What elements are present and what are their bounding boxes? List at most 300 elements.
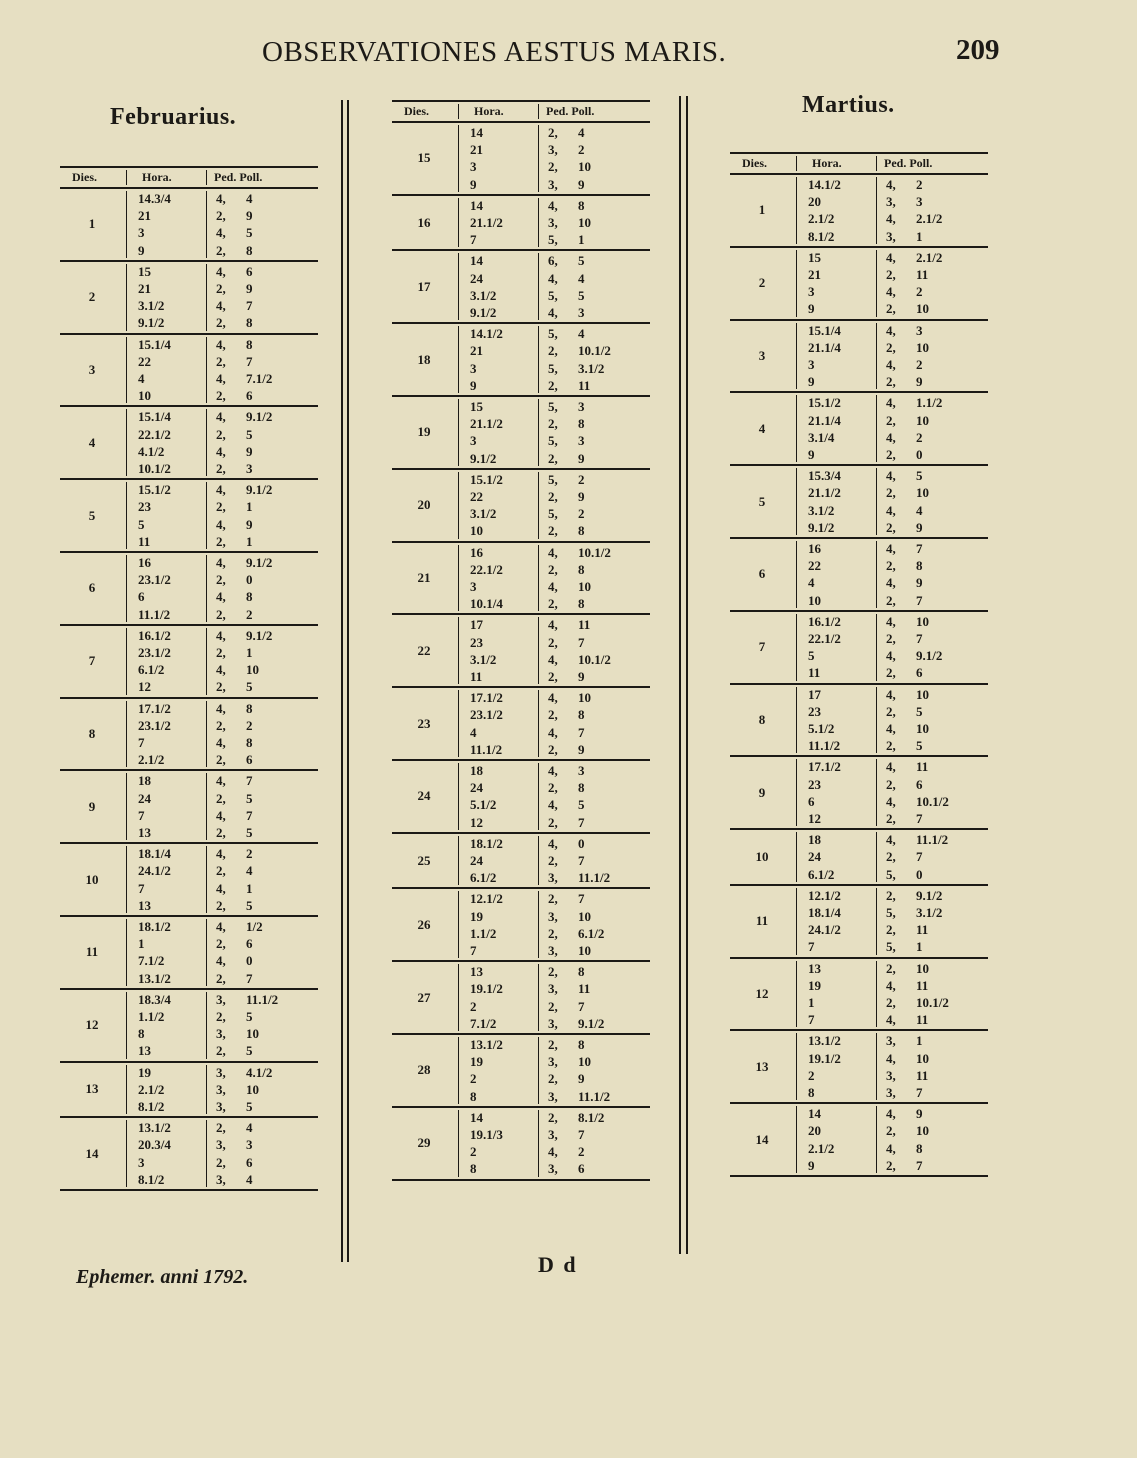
table-row bbox=[730, 922, 988, 939]
poll-cell: 3 bbox=[916, 194, 923, 210]
poll-cell: 10 bbox=[246, 1026, 259, 1042]
poll-cell: 6 bbox=[246, 263, 253, 279]
header-divider bbox=[876, 156, 877, 171]
hora-cell: 12 bbox=[138, 679, 151, 695]
table-row bbox=[392, 232, 650, 249]
hora-cell: 13.1/2 bbox=[138, 970, 171, 986]
hora-cell: 12.1/2 bbox=[808, 887, 841, 903]
table-row bbox=[730, 395, 988, 412]
hora-cell: 1.1/2 bbox=[470, 925, 497, 941]
ped-cell: 2, bbox=[216, 1043, 226, 1059]
table-row bbox=[60, 679, 318, 696]
day-group bbox=[730, 248, 988, 321]
table-row bbox=[60, 589, 318, 606]
ped-cell: 5, bbox=[548, 326, 558, 342]
ped-cell: 2, bbox=[886, 412, 896, 428]
hora-cell: 3 bbox=[470, 360, 477, 376]
header-hora: Hora. bbox=[812, 156, 842, 170]
hora-cell: 20.3/4 bbox=[138, 1137, 171, 1153]
day-group bbox=[60, 917, 318, 990]
ped-cell: 2, bbox=[886, 994, 896, 1010]
table-row bbox=[730, 194, 988, 211]
table-row bbox=[730, 284, 988, 301]
poll-cell: 9 bbox=[578, 668, 585, 684]
day-group bbox=[392, 962, 650, 1035]
poll-cell: 9.1/2 bbox=[916, 648, 943, 664]
ped-cell: 3, bbox=[548, 870, 558, 886]
ped-cell: 5, bbox=[886, 904, 896, 920]
ped-cell: 4, bbox=[886, 759, 896, 775]
ped-cell: 4, bbox=[548, 197, 558, 213]
day-group bbox=[60, 844, 318, 917]
poll-cell: 10.1/2 bbox=[578, 651, 611, 667]
poll-cell: 11 bbox=[578, 617, 591, 633]
table-row bbox=[60, 264, 318, 281]
day-group bbox=[730, 539, 988, 612]
ped-cell: 2, bbox=[216, 936, 226, 952]
hora-cell: 16 bbox=[138, 554, 151, 570]
poll-cell: 6 bbox=[246, 936, 253, 952]
ped-cell: 4, bbox=[216, 807, 226, 823]
poll-cell: 10 bbox=[578, 214, 591, 230]
ped-cell: 4, bbox=[548, 690, 558, 706]
table-row bbox=[392, 1016, 650, 1033]
ped-cell: 2, bbox=[548, 1036, 558, 1052]
day-number: 22 bbox=[417, 642, 431, 658]
ped-cell: 4, bbox=[548, 651, 558, 667]
hora-cell: 7 bbox=[470, 232, 477, 248]
poll-cell: 9 bbox=[578, 488, 585, 504]
day-group bbox=[392, 761, 650, 834]
table-row bbox=[60, 191, 318, 208]
header-divider bbox=[126, 170, 127, 185]
poll-cell: 8 bbox=[578, 561, 585, 577]
table-row bbox=[60, 808, 318, 825]
table-row bbox=[392, 943, 650, 960]
hora-cell: 12.1/2 bbox=[470, 891, 503, 907]
hora-cell: 22 bbox=[470, 488, 483, 504]
ped-cell: 4, bbox=[886, 540, 896, 556]
ped-cell: 2, bbox=[548, 523, 558, 539]
poll-cell: 9 bbox=[246, 516, 253, 532]
table-row bbox=[392, 215, 650, 232]
poll-cell: 2 bbox=[916, 429, 923, 445]
ped-cell: 2, bbox=[548, 416, 558, 432]
hora-cell: 23 bbox=[138, 499, 151, 515]
ped-cell: 2, bbox=[886, 810, 896, 826]
hora-cell: 3 bbox=[470, 159, 477, 175]
day-group bbox=[730, 612, 988, 685]
ped-cell: 4, bbox=[216, 734, 226, 750]
ped-cell: 2, bbox=[886, 776, 896, 792]
poll-cell: 4 bbox=[578, 125, 585, 140]
day-number: 10 bbox=[755, 848, 769, 864]
hora-cell: 2.1/2 bbox=[138, 752, 165, 768]
day-number: 9 bbox=[758, 784, 766, 800]
table-row bbox=[730, 794, 988, 811]
poll-cell: 10 bbox=[916, 613, 929, 629]
poll-cell: 2.1/2 bbox=[916, 249, 943, 265]
ped-cell: 2, bbox=[216, 863, 226, 879]
table-row bbox=[392, 652, 650, 669]
table-row bbox=[392, 399, 650, 416]
hora-cell: 11 bbox=[138, 533, 151, 549]
ped-cell: 2, bbox=[216, 1154, 226, 1170]
poll-cell: 9.1/2 bbox=[916, 887, 943, 903]
poll-cell: 11 bbox=[916, 266, 929, 282]
day-group bbox=[730, 830, 988, 886]
table-row bbox=[730, 485, 988, 502]
hora-cell: 15.1/4 bbox=[138, 409, 171, 425]
poll-cell: 7 bbox=[578, 852, 585, 868]
hora-cell: 15.3/4 bbox=[808, 468, 841, 484]
ped-cell: 4, bbox=[216, 880, 226, 896]
page-number: 209 bbox=[956, 34, 1000, 66]
day-group bbox=[392, 889, 650, 962]
table-row bbox=[60, 607, 318, 624]
hora-cell: 24 bbox=[470, 270, 483, 286]
day-number: 19 bbox=[417, 424, 431, 440]
column-divider bbox=[686, 96, 688, 1254]
hora-cell: 5 bbox=[808, 648, 815, 664]
day-number: 6 bbox=[88, 580, 96, 596]
day-number: 15 bbox=[417, 150, 431, 166]
ped-cell: 3, bbox=[886, 194, 896, 210]
ped-cell: 4, bbox=[886, 613, 896, 629]
table-row bbox=[60, 243, 318, 260]
hora-cell: 21.1/4 bbox=[808, 339, 841, 355]
hora-cell: 9 bbox=[470, 377, 477, 393]
table-row bbox=[730, 978, 988, 995]
day-group bbox=[60, 1063, 318, 1119]
table-row bbox=[60, 971, 318, 988]
poll-cell: 5 bbox=[578, 797, 585, 813]
poll-cell: 7 bbox=[246, 807, 253, 823]
poll-cell: 8 bbox=[246, 336, 253, 352]
ped-cell: 5, bbox=[548, 287, 558, 303]
table-row bbox=[60, 718, 318, 735]
poll-cell: 10 bbox=[578, 578, 591, 594]
day-group bbox=[60, 262, 318, 335]
table-row bbox=[730, 250, 988, 267]
poll-cell: 7 bbox=[578, 891, 585, 907]
day-number: 3 bbox=[88, 361, 96, 377]
table-row bbox=[392, 523, 650, 540]
poll-cell: 10 bbox=[916, 301, 929, 317]
hora-cell: 2 bbox=[470, 1071, 477, 1087]
ped-cell: 3, bbox=[548, 1054, 558, 1070]
ped-cell: 2, bbox=[216, 644, 226, 660]
hora-cell: 3 bbox=[470, 578, 477, 594]
ped-cell: 4, bbox=[548, 617, 558, 633]
hora-cell: 7 bbox=[808, 1012, 815, 1028]
table-row bbox=[60, 863, 318, 880]
table-row bbox=[730, 867, 988, 884]
hora-cell: 7.1/2 bbox=[138, 953, 165, 969]
ped-cell: 2, bbox=[548, 780, 558, 796]
hora-cell: 7.1/2 bbox=[470, 1015, 497, 1031]
table-row bbox=[730, 447, 988, 464]
ped-cell: 3, bbox=[548, 142, 558, 158]
ped-cell: 2, bbox=[216, 717, 226, 733]
page-title: OBSERVATIONES AESTUS MARIS. bbox=[262, 36, 727, 68]
table-row bbox=[730, 811, 988, 828]
table-row bbox=[60, 1155, 318, 1172]
poll-cell: 1/2 bbox=[246, 918, 263, 934]
hora-cell: 8.1/2 bbox=[138, 1171, 165, 1187]
day-group bbox=[60, 771, 318, 844]
poll-cell: 9.1/2 bbox=[246, 554, 273, 570]
table-row bbox=[730, 1033, 988, 1050]
table-row bbox=[730, 777, 988, 794]
ped-cell: 4, bbox=[548, 578, 558, 594]
hora-cell: 13.1/2 bbox=[470, 1036, 503, 1052]
hora-cell: 17.1/2 bbox=[470, 690, 503, 706]
hora-cell: 18.1/4 bbox=[138, 846, 171, 862]
ped-cell: 4, bbox=[886, 211, 896, 227]
poll-cell: 10 bbox=[916, 960, 929, 976]
poll-cell: 0 bbox=[578, 835, 585, 851]
day-group bbox=[60, 553, 318, 626]
poll-cell: 6 bbox=[246, 388, 253, 404]
table-row bbox=[60, 628, 318, 645]
ped-cell: 4, bbox=[886, 177, 896, 192]
poll-cell: 11.1/2 bbox=[246, 991, 279, 1007]
hora-cell: 14.3/4 bbox=[138, 191, 171, 206]
poll-cell: 7 bbox=[916, 849, 923, 865]
hora-cell: 10.1/4 bbox=[470, 596, 503, 612]
table-row bbox=[730, 1085, 988, 1102]
table-row bbox=[60, 701, 318, 718]
footer-ephemeris: Ephemer. anni 1792. bbox=[76, 1266, 249, 1288]
ped-cell: 2, bbox=[886, 703, 896, 719]
hora-cell: 18.3/4 bbox=[138, 991, 171, 1007]
ped-cell: 3, bbox=[216, 991, 226, 1007]
hora-cell: 24 bbox=[138, 790, 151, 806]
poll-cell: 6 bbox=[578, 1161, 585, 1177]
ped-cell: 5, bbox=[548, 360, 558, 376]
ped-cell: 4, bbox=[548, 762, 558, 778]
hora-cell: 19 bbox=[470, 1054, 483, 1070]
ped-cell: 4, bbox=[886, 1106, 896, 1122]
ped-cell: 3, bbox=[886, 228, 896, 244]
table-row bbox=[392, 669, 650, 686]
table-row bbox=[392, 361, 650, 378]
hora-cell: 11 bbox=[470, 668, 483, 684]
day-number: 21 bbox=[417, 569, 431, 585]
hora-cell: 17.1/2 bbox=[808, 759, 841, 775]
table-row bbox=[392, 142, 650, 159]
ped-cell: 2, bbox=[548, 634, 558, 650]
hora-cell: 18 bbox=[138, 773, 151, 789]
hora-cell: 24 bbox=[470, 852, 483, 868]
table-row bbox=[392, 1037, 650, 1054]
day-group bbox=[60, 699, 318, 772]
table-row bbox=[392, 617, 650, 634]
hora-cell: 10.1/2 bbox=[138, 460, 171, 476]
day-number: 8 bbox=[88, 725, 96, 741]
table-row bbox=[392, 343, 650, 360]
ped-cell: 4, bbox=[216, 443, 226, 459]
table-row bbox=[730, 1012, 988, 1029]
table-row bbox=[392, 891, 650, 908]
hora-cell: 21.1/2 bbox=[470, 214, 503, 230]
poll-cell: 0 bbox=[916, 866, 923, 882]
table-row bbox=[392, 545, 650, 562]
day-group bbox=[730, 886, 988, 959]
poll-cell: 0 bbox=[246, 572, 253, 588]
poll-cell: 7.1/2 bbox=[246, 370, 273, 386]
poll-cell: 7 bbox=[916, 1157, 923, 1173]
poll-cell: 10 bbox=[916, 1123, 929, 1139]
ped-cell: 3, bbox=[886, 1067, 896, 1083]
table-row bbox=[60, 1009, 318, 1026]
table-row bbox=[60, 461, 318, 478]
hora-cell: 11.1/2 bbox=[138, 606, 171, 622]
ped-cell: 5, bbox=[886, 866, 896, 882]
ped-cell: 2, bbox=[886, 960, 896, 976]
table-row bbox=[392, 1161, 650, 1178]
column-divider bbox=[347, 100, 349, 1262]
ped-cell: 4, bbox=[886, 686, 896, 702]
hora-cell: 16.1/2 bbox=[138, 627, 171, 643]
ped-cell: 3, bbox=[886, 1033, 896, 1049]
day-group bbox=[392, 1035, 650, 1108]
table-row bbox=[392, 125, 650, 142]
day-number: 11 bbox=[85, 944, 99, 960]
ped-cell: 2, bbox=[216, 208, 226, 224]
table-row bbox=[392, 288, 650, 305]
hora-cell: 22.1/2 bbox=[138, 426, 171, 442]
hora-cell: 13 bbox=[138, 1043, 151, 1059]
ped-cell: 2, bbox=[216, 315, 226, 331]
ped-cell: 2, bbox=[216, 606, 226, 622]
poll-cell: 2 bbox=[578, 506, 585, 522]
poll-cell: 9 bbox=[578, 741, 585, 757]
day-number: 4 bbox=[758, 420, 766, 436]
table-row bbox=[730, 301, 988, 318]
hora-cell: 19.1/2 bbox=[470, 981, 503, 997]
hora-cell: 8.1/2 bbox=[138, 1098, 165, 1114]
day-group bbox=[60, 407, 318, 480]
ped-cell: 5, bbox=[886, 939, 896, 955]
hora-cell: 16.1/2 bbox=[808, 613, 841, 629]
hora-cell: 24 bbox=[808, 849, 821, 865]
poll-cell: 5 bbox=[246, 1098, 253, 1114]
ped-cell: 3, bbox=[548, 176, 558, 192]
ped-cell: 2, bbox=[886, 922, 896, 938]
table-row bbox=[392, 579, 650, 596]
table-row bbox=[730, 631, 988, 648]
header-dies: Dies. bbox=[404, 104, 429, 118]
poll-cell: 4 bbox=[246, 1171, 253, 1187]
poll-cell: 5 bbox=[246, 1043, 253, 1059]
ped-cell: 4, bbox=[886, 356, 896, 372]
table-row bbox=[730, 374, 988, 391]
table-row bbox=[60, 354, 318, 371]
day-group bbox=[730, 959, 988, 1032]
poll-cell: 7 bbox=[246, 298, 253, 314]
poll-cell: 8 bbox=[246, 315, 253, 331]
poll-cell: 2 bbox=[916, 356, 923, 372]
table-row bbox=[392, 271, 650, 288]
poll-cell: 6.1/2 bbox=[578, 925, 605, 941]
poll-cell: 8 bbox=[578, 523, 585, 539]
ped-cell: 2, bbox=[886, 266, 896, 282]
table-row bbox=[60, 662, 318, 679]
ped-cell: 2, bbox=[548, 741, 558, 757]
hora-cell: 16 bbox=[808, 540, 821, 556]
day-group bbox=[60, 626, 318, 699]
table-row bbox=[60, 315, 318, 332]
poll-cell: 6 bbox=[246, 752, 253, 768]
hora-cell: 1.1/2 bbox=[138, 1008, 165, 1024]
day-number: 5 bbox=[758, 493, 766, 509]
table-row bbox=[392, 506, 650, 523]
poll-cell: 7 bbox=[246, 353, 253, 369]
table-row bbox=[60, 1172, 318, 1189]
ped-cell: 2, bbox=[216, 460, 226, 476]
ped-cell: 3, bbox=[216, 1098, 226, 1114]
hora-cell: 12 bbox=[470, 814, 483, 830]
table-row bbox=[392, 451, 650, 468]
footer-signature: D d bbox=[538, 1252, 578, 1277]
day-group bbox=[730, 685, 988, 758]
ped-cell: 2, bbox=[886, 887, 896, 903]
poll-cell: 6 bbox=[246, 1154, 253, 1170]
hora-cell: 21 bbox=[808, 266, 821, 282]
day-number: 17 bbox=[417, 278, 431, 294]
ped-cell: 4, bbox=[548, 304, 558, 320]
table-row bbox=[730, 211, 988, 228]
poll-cell: 8 bbox=[578, 964, 585, 980]
ped-cell: 2, bbox=[548, 450, 558, 466]
poll-cell: 5 bbox=[246, 426, 253, 442]
month-title-februarius: Februarius. bbox=[110, 104, 237, 130]
poll-cell: 8 bbox=[578, 780, 585, 796]
ped-cell: 2, bbox=[216, 679, 226, 695]
poll-cell: 8 bbox=[578, 1036, 585, 1052]
ped-cell: 2, bbox=[886, 849, 896, 865]
ped-cell: 4, bbox=[886, 322, 896, 338]
hora-cell: 6.1/2 bbox=[138, 662, 165, 678]
hora-cell: 21 bbox=[138, 208, 151, 224]
hora-cell: 13.1/2 bbox=[138, 1120, 171, 1136]
ped-cell: 3, bbox=[216, 1064, 226, 1080]
table-row bbox=[392, 433, 650, 450]
hora-cell: 15.1/4 bbox=[808, 322, 841, 338]
hora-cell: 8 bbox=[808, 1084, 815, 1100]
day-number: 24 bbox=[417, 788, 431, 804]
poll-cell: 3 bbox=[578, 433, 585, 449]
hora-cell: 3 bbox=[470, 433, 477, 449]
poll-cell: 3 bbox=[578, 762, 585, 778]
hora-cell: 14 bbox=[470, 125, 483, 140]
poll-cell: 2 bbox=[246, 717, 253, 733]
table-row bbox=[392, 926, 650, 943]
hora-cell: 15.1/2 bbox=[808, 395, 841, 411]
ped-cell: 2, bbox=[216, 353, 226, 369]
table-row bbox=[730, 832, 988, 849]
table-row bbox=[60, 281, 318, 298]
hora-cell: 6.1/2 bbox=[808, 866, 835, 882]
hora-cell: 13 bbox=[808, 960, 821, 976]
hora-cell: 9 bbox=[808, 301, 815, 317]
hora-cell: 18.1/2 bbox=[138, 918, 171, 934]
table-februarius-continued bbox=[392, 100, 650, 1181]
poll-cell: 11 bbox=[916, 922, 929, 938]
poll-cell: 10 bbox=[578, 942, 591, 958]
